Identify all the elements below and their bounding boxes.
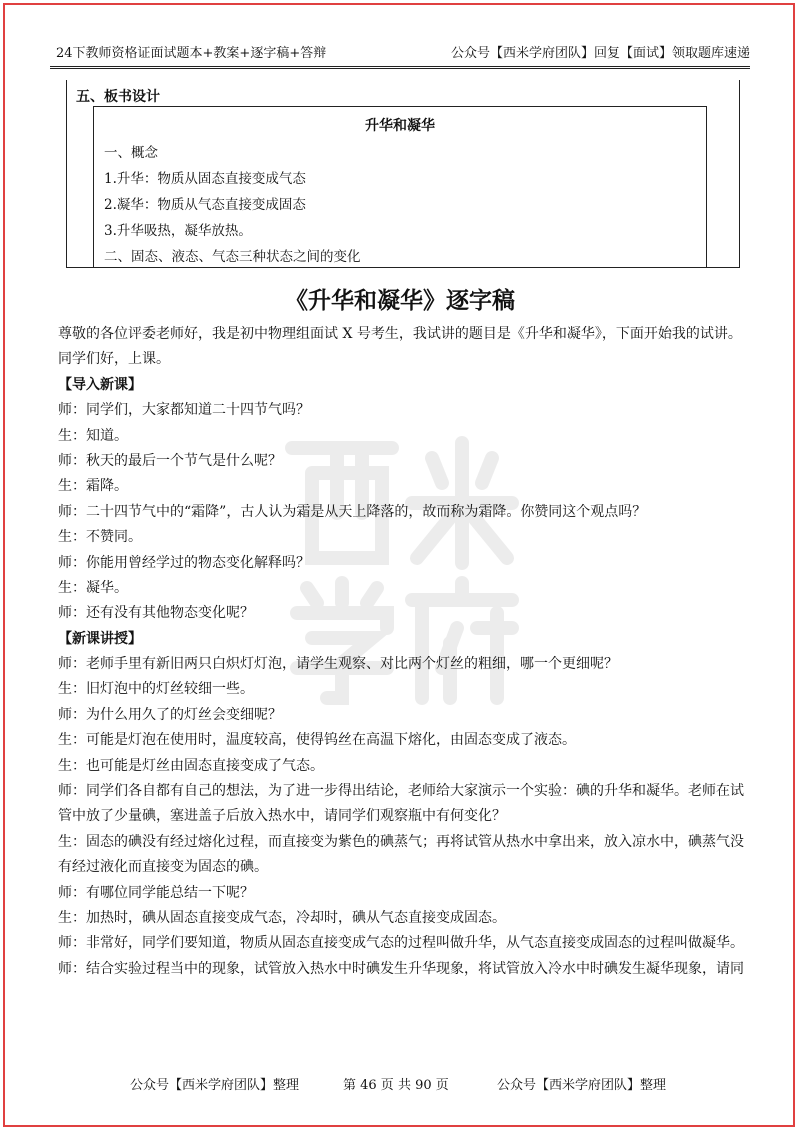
dialogue-line: 师：秋天的最后一个节气是什么呢？ (58, 452, 282, 469)
footer-left: 公众号【西米学府团队】整理 (130, 1078, 300, 1093)
dialogue-line: 师：非常好，同学们要知道，物质从固态直接变成气态的过程叫做升华，从气态直接变成固态的过程叫做凝华。 (58, 935, 744, 952)
board-design-box (93, 106, 707, 268)
dialogue-line: 生：凝华。 (58, 579, 128, 596)
document-title: 《升华和凝华》逐字稿 (285, 288, 515, 314)
dialogue-line: 师：同学们各自都有自己的想法，为了进一步得出结论，老师给大家演示一个实验：碘的升华和凝华。老师在试 (58, 783, 744, 800)
header-left-text: 24下教师资格证面试题本+教案+逐字稿+答辩 (56, 46, 327, 61)
board-line: 一、概念 (104, 145, 158, 161)
dialogue-line: 生：可能是灯泡在使用时，温度较高，使得钨丝在高温下熔化，由固态变成了液态。 (58, 732, 576, 749)
dialogue-line: 师：为什么用久了的灯丝会变细呢？ (58, 706, 282, 723)
dialogue-line: 生：知道。 (58, 427, 128, 444)
transcript-body (58, 322, 748, 982)
board-title: 升华和凝华 (365, 118, 435, 134)
board-line: 2.凝华：物质从气态直接变成固态 (104, 197, 306, 213)
header-right-text: 公众号【西米学府团队】回复【面试】领取题库速递 (450, 46, 750, 61)
dialogue-line: 生：旧灯泡中的灯丝较细一些。 (58, 681, 254, 698)
section-heading: 【导入新课】 (58, 376, 142, 393)
header-divider (50, 66, 750, 69)
dialogue-line: 师：还有没有其他物态变化呢？ (58, 605, 254, 622)
paragraph-line: 尊敬的各位评委老师好，我是初中物理组面试 X 号考生，我试讲的题目是《升华和凝华》，下面开始我的试讲。 (58, 326, 742, 342)
dialogue-line: 管中放了少量碘，塞进盖子后放入热水中，请同学们观察瓶中有何变化？ (58, 808, 506, 825)
dialogue-line: 生：霜降。 (58, 478, 128, 495)
paragraph-line: 同学们好，上课。 (58, 351, 170, 368)
dialogue-line: 有经过液化而直接变为固态的碘。 (58, 859, 268, 876)
section-title: 五、板书设计 (76, 89, 160, 105)
board-line: 3.升华吸热，凝华放热。 (104, 223, 252, 239)
board-line: 1.升华：物质从固态直接变成气态 (104, 171, 306, 187)
dialogue-line: 生：固态的碘没有经过熔化过程，而直接变为紫色的碘蒸气；再将试管从热水中拿出来，放入凉水中，碘蒸气没 (58, 833, 744, 850)
dialogue-line: 师：老师手里有新旧两只白炽灯灯泡，请学生观察、对比两个灯丝的粗细，哪一个更细呢？ (58, 656, 618, 673)
dialogue-line: 生：也可能是灯丝由固态直接变成了气态。 (58, 757, 324, 774)
section-heading: 【新课讲授】 (58, 630, 142, 647)
footer-right: 公众号【西米学府团队】整理 (497, 1078, 667, 1093)
dialogue-line: 生：加热时，碘从固态直接变成气态，冷却时，碘从气态直接变成固态。 (58, 909, 506, 926)
dialogue-line: 生：不赞同。 (58, 529, 142, 546)
board-line: 二、固态、液态、气态三种状态之间的变化 (104, 249, 361, 265)
dialogue-line: 师：二十四节气中的“霜降”，古人认为霜是从天上降落的，故而称为霜降。你赞同这个观点吗？ (58, 503, 647, 520)
dialogue-line: 师：结合实验过程当中的现象，试管放入热水中时碘发生升华现象，将试管放入冷水中时碘发生凝华现象，请同 (58, 960, 744, 977)
page-number: 第 46 页 共 90 页 (343, 1078, 449, 1093)
dialogue-line: 师：同学们，大家都知道二十四节气吗？ (58, 402, 310, 419)
dialogue-line: 师：有哪位同学能总结一下呢？ (58, 884, 254, 901)
dialogue-line: 师：你能用曾经学过的物态变化解释吗？ (58, 554, 310, 571)
